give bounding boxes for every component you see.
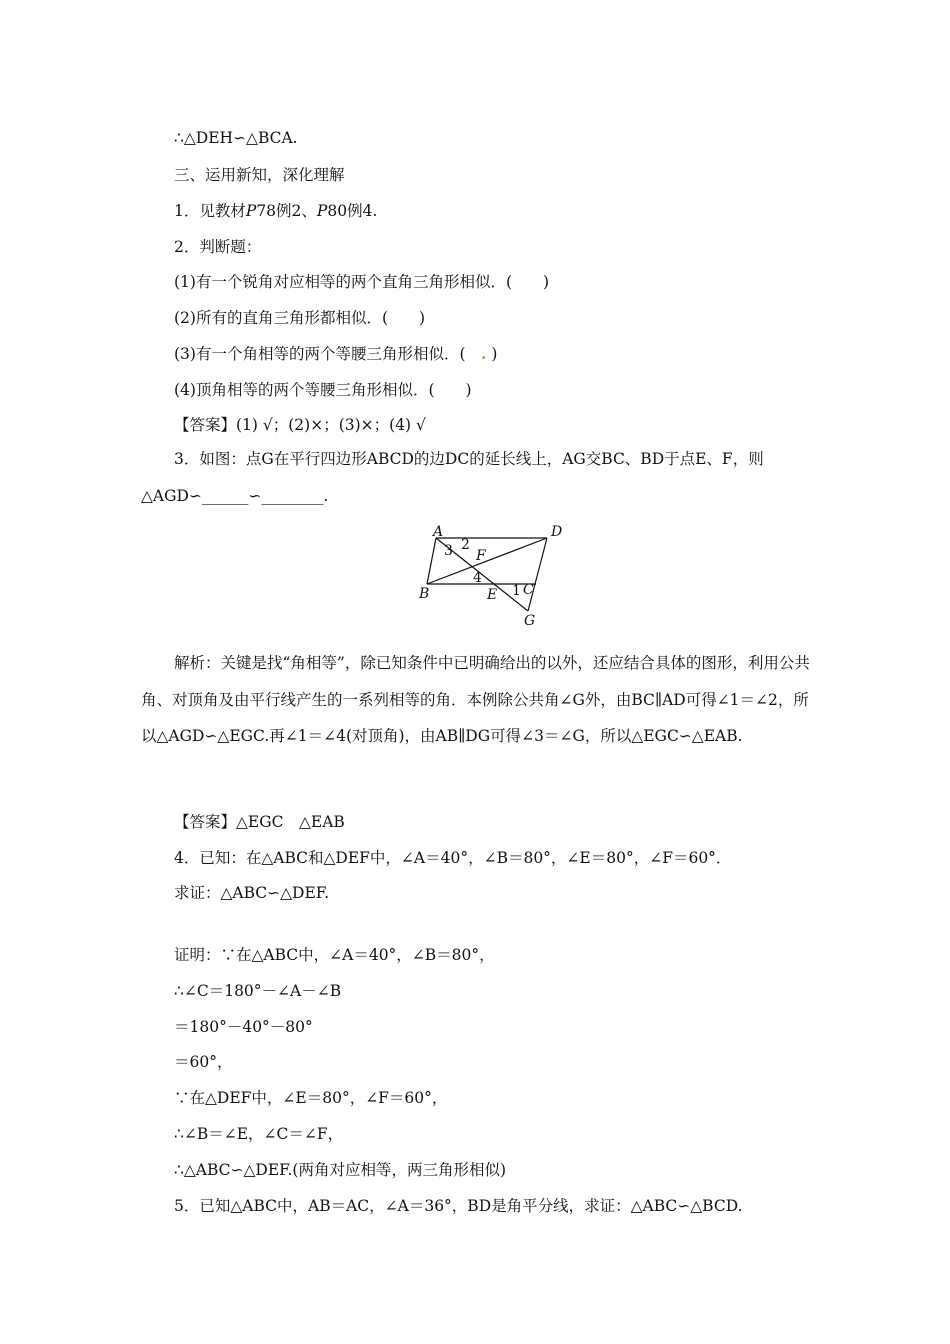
- angle-3-label: 3: [444, 543, 453, 559]
- question-2-item-4: (4)顶角相等的两个等腰三角形相似．( ): [174, 381, 472, 399]
- q2-3-text: (3)有一个角相等的两个等腰三角形相似．(: [174, 345, 482, 363]
- proof-line-2: ∴∠C＝180°－∠A－∠B: [174, 982, 342, 1000]
- proof-line-6: ∴∠B＝∠E，∠C＝∠F，: [174, 1125, 344, 1143]
- angle-1-label: 1: [512, 583, 521, 599]
- question-4: 4．已知：在△ABC和△DEF中，∠A＝40°，∠B＝80°，∠E＝80°，∠F＝60°．: [174, 849, 732, 867]
- question-2: 2．判断题：: [174, 238, 262, 256]
- label-b: B: [419, 586, 430, 602]
- proof-line-1: 证明：∵在△ABC中，∠A＝40°，∠B＝80°，: [174, 946, 495, 964]
- proof-line-7: ∴△ABC∽△DEF.(两角对应相等，两三角形相似): [174, 1161, 507, 1179]
- q1-part-c: 80例4.: [327, 202, 378, 220]
- question-1: [174, 201, 377, 221]
- answer-2: 【答案】(1) √；(2)×；(3)×；(4) √: [174, 416, 426, 434]
- label-c: C: [523, 582, 534, 598]
- q1-part-b: 78例2、: [256, 202, 317, 220]
- label-d: D: [551, 524, 563, 540]
- label-g: G: [524, 613, 536, 629]
- proof-line-5: ∵在△DEF中，∠E＝80°，∠F＝60°，: [174, 1089, 448, 1107]
- q1-p1: P: [245, 202, 257, 220]
- question-4-prove: 求证：△ABC∽△DEF.: [174, 884, 330, 902]
- angle-2-label: 2: [461, 537, 470, 553]
- question-3: 3．如图：点G在平行四边形ABCD的边DC的延长线上，AG交BC、BD于点E、F，则△AGD∽______∽________.: [141, 450, 764, 505]
- q1-part-a: 1．见教材: [174, 202, 246, 220]
- conclusion-line: ∴△DEH∽△BCA.: [174, 129, 298, 147]
- question-2-item-1: (1)有一个锐角对应相等的两个直角三角形相似．( ): [174, 273, 550, 291]
- segment-ab: [427, 538, 436, 584]
- stray-dot: .: [481, 344, 487, 363]
- analysis-paragraph: 解析：关键是找“角相等”，除已知条件中已明确给出的以外，还应结合具体的图形，利用公共角、对顶角及由平行线产生的一系列相等的角．本例除公共角∠G外，由BC∥AD可得∠1＝∠2，所以△AGD∽△EGC.再∠1＝∠4(对顶角)，由AB∥DG可得∠3＝∠G，所以△EGC∽△EAB.: [141, 654, 810, 745]
- label-f: F: [476, 548, 486, 564]
- segment-dg: [528, 538, 547, 611]
- label-e: E: [487, 587, 498, 603]
- label-a: A: [433, 524, 444, 540]
- q2-3-close: ): [486, 345, 498, 363]
- q1-p2: P: [316, 202, 328, 220]
- answer-3: 【答案】△EGC △EAB: [174, 813, 345, 831]
- question-2-item-2: (2)所有的直角三角形都相似．( ): [174, 309, 426, 327]
- question-2-item-3: [174, 344, 497, 364]
- parallelogram-figure: [405, 520, 575, 632]
- question-5: 5．已知△ABC中，AB＝AC，∠A＝36°，BD是角平分线，求证：△ABC∽△BCD.: [174, 1197, 743, 1215]
- proof-line-4: ＝60°，: [174, 1053, 233, 1071]
- angle-4-label: 4: [473, 570, 482, 586]
- proof-line-3: ＝180°－40°－80°: [174, 1018, 313, 1036]
- section-heading: 三、运用新知，深化理解: [174, 166, 345, 184]
